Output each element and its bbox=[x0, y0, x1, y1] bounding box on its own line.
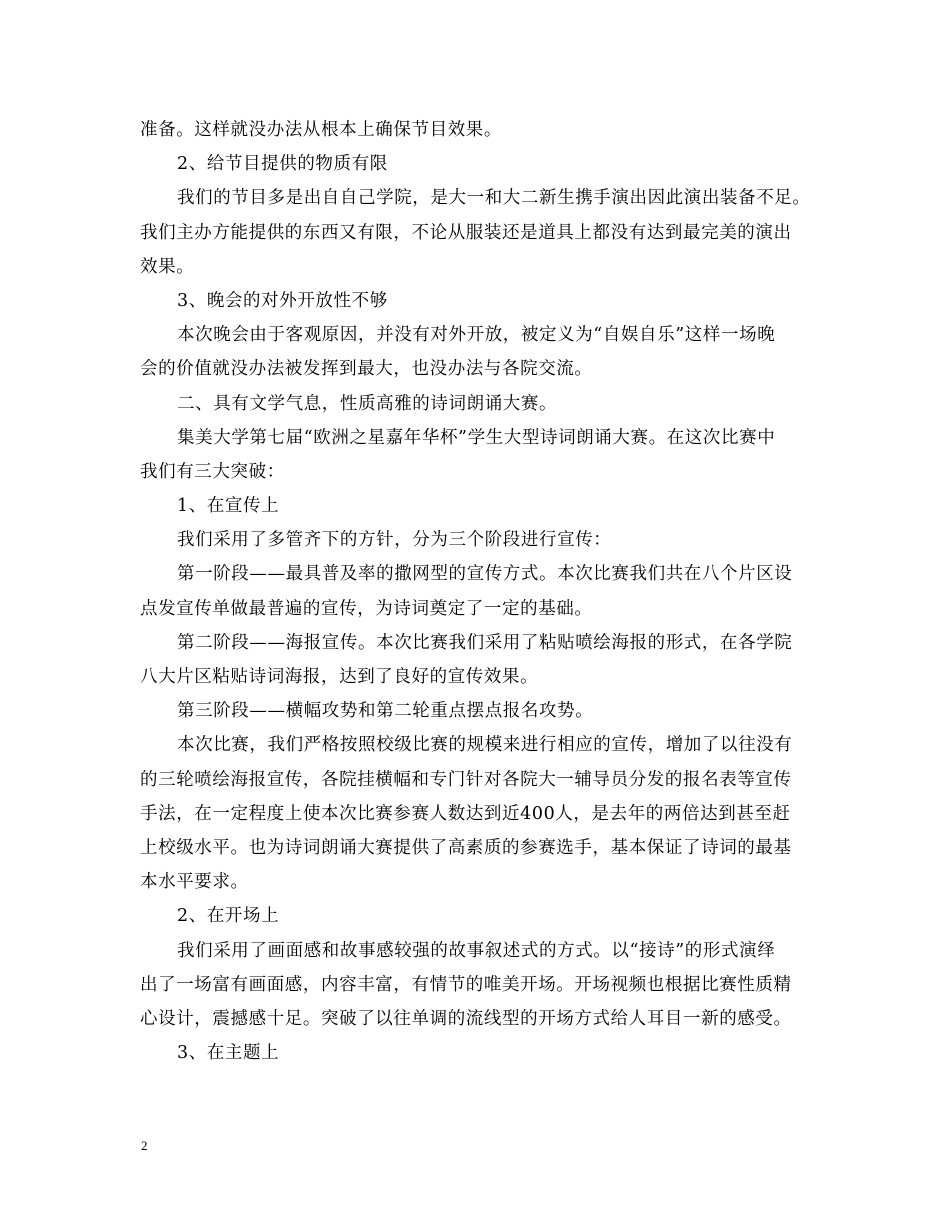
text-line: 1、在宣传上 bbox=[177, 496, 280, 517]
text-line: 本次晚会由于客观原因，并没有对外开放，被定义为“自娱自乐”这样一场晚 bbox=[177, 325, 776, 346]
text-line: 八大片区粘贴诗词海报，达到了良好的宣传效果。 bbox=[140, 667, 539, 687]
text-line: 上校级水平。也为诗词朗诵大赛提供了高素质的参赛选手，基本保证了诗词的最基 bbox=[140, 837, 792, 858]
page-number: 2 bbox=[141, 1138, 148, 1153]
text-line: 2、给节目提供的物质有限 bbox=[177, 154, 388, 175]
text-line: 出了一场富有画面感，内容丰富，有情节的唯美开场。开场视频也根据比赛性质精 bbox=[140, 974, 792, 995]
text-line: 会的价值就没办法被发挥到最大，也没办法与各院交流。 bbox=[140, 359, 593, 380]
text-line: 我们的节目多是出自自己学院，是大一和大二新生携手演出因此演出装备不足。 bbox=[177, 188, 811, 209]
text-line: 3、晚会的对外开放性不够 bbox=[177, 290, 388, 311]
document-body bbox=[140, 113, 810, 1070]
text-line: 第一阶段——最具普及率的撒网型的宣传方式。本次比赛我们共在八个片区设 bbox=[177, 564, 793, 585]
text-line: 手法，在一定程度上使本次比赛参赛人数达到近400人，是去年的两倍达到甚至赶 bbox=[140, 803, 791, 824]
text-line: 心设计，震撼感十足。突破了以往单调的流线型的开场方式给人耳目一新的感受。 bbox=[140, 1008, 792, 1029]
text-line: 2、在开场上 bbox=[177, 906, 280, 927]
text-line: 我们采用了多管齐下的方针，分为三个阶段进行宣传： bbox=[177, 530, 612, 551]
text-line: 准备。这样就没办法从根本上确保节目效果。 bbox=[140, 120, 502, 140]
text-line: 本次比赛，我们严格按照校级比赛的规模来进行相应的宣传，增加了以往没有 bbox=[177, 735, 793, 756]
text-line: 点发宣传单做最普遍的宣传，为诗词奠定了一定的基础。 bbox=[140, 598, 593, 619]
text-line: 二、具有文学气息，性质高雅的诗词朗诵大赛。 bbox=[177, 393, 558, 414]
text-line: 3、在主题上 bbox=[177, 1043, 280, 1064]
text-line: 我们有三大突破： bbox=[140, 461, 285, 482]
text-line: 的三轮喷绘海报宣传，各院挂横幅和专门针对各院大一辅导员分发的报名表等宣传 bbox=[140, 769, 792, 790]
text-line: 集美大学第七届“欧洲之星嘉年华杯”学生大型诗词朗诵大赛。在这次比赛中 bbox=[177, 427, 776, 448]
text-line: 本水平要求。 bbox=[140, 872, 249, 893]
text-line: 我们采用了画面感和故事感较强的故事叙述式的方式。以“接诗”的形式演绎 bbox=[177, 940, 776, 961]
text-line: 我们主办方能提供的东西又有限，不论从服装还是道具上都没有达到最完美的演出 bbox=[140, 222, 792, 243]
text-line: 效果。 bbox=[140, 256, 195, 277]
text-line: 第二阶段——海报宣传。本次比赛我们采用了粘贴喷绘海报的形式，在各学院 bbox=[177, 632, 793, 653]
text-line: 第三阶段——横幅攻势和第二轮重点摆点报名攻势。 bbox=[177, 701, 594, 722]
